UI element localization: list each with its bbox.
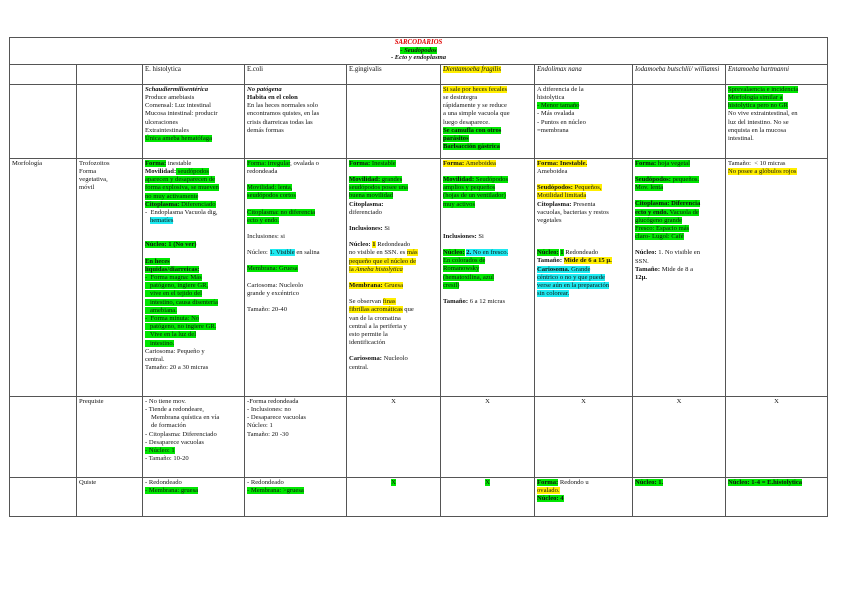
trofozoito-text: Seudópodos:: [537, 184, 573, 192]
subtitle-ecto-endoplasma: - Ecto y endoplasma: [390, 54, 447, 62]
sarcodarios-table: [9, 37, 828, 517]
trofozoito-text: Gruesa: [382, 282, 404, 290]
general-info-entamoeba-hartmanni: [726, 84, 828, 158]
trofozoito-text: identificación: [349, 339, 386, 347]
trofozoito-text: 1. No visible en: [656, 249, 701, 257]
trofozoito-text: intestino.: [145, 339, 175, 347]
general-info-e-gingivalis: [347, 84, 441, 158]
trofozoito-text: Ameboidea: [537, 167, 568, 175]
trofozoito-text: - Forma minuta: No: [145, 315, 200, 323]
trofozoito-text: ecto y endo.: [247, 216, 280, 224]
general-empty-2: [77, 84, 143, 158]
trofozoito-text: Núcleo:: [443, 249, 465, 256]
quiste-e-histolytica: [143, 477, 245, 516]
trofozoito-text: (hojas de un ventilador): [443, 192, 506, 200]
trofozoito-text: Tamaño:: [443, 298, 469, 306]
prequiste-line: - No tiene mov.: [145, 397, 186, 405]
trofozoito-text: Núcleo:: [247, 249, 270, 257]
general-info-dientamoeba-fragilis: [441, 84, 535, 158]
trofozoito-text: Inclusiones: si: [247, 233, 285, 240]
not-applicable-mark: X: [676, 397, 682, 405]
trofozoito-text: Tamaño: < 10 micras: [728, 159, 786, 167]
prequiste-dientamoeba-fragilis: [441, 396, 535, 477]
trofozoito-text: Ameba histolytica: [355, 265, 403, 273]
trofozoito-text: Redondeado: [375, 241, 411, 249]
trofozoito-text: Inclusiones:: [349, 225, 383, 232]
trofozoito-text: Cariosoma.: [537, 265, 570, 273]
trofozoito-text: No posee a glóbulos rojos: [728, 167, 797, 175]
trofozoito-text: Citoplasma:: [349, 200, 384, 208]
quiste-line: - Redondeado: [247, 478, 284, 486]
trofozoito-text: Citoplasma:: [145, 200, 180, 208]
title-row: [10, 38, 828, 65]
quiste-dientamoeba-fragilis: [441, 477, 535, 516]
trofozoito-text: 1. Visible: [269, 249, 295, 257]
trofozoito-text: finas: [382, 298, 396, 306]
not-applicable-mark: X: [391, 397, 396, 405]
trofozoito-text: Cariosoma: Nucleolo: [247, 281, 304, 289]
general-line: a una simple vacuola que: [443, 110, 510, 118]
trofozoito-text: 2.: [466, 249, 472, 256]
trofozoito-text: esto permite la: [349, 331, 388, 339]
trofozoito-text: buena movilidad: [349, 192, 394, 200]
trofozoito-text: Fresco: Espacio más: [635, 225, 690, 232]
quiste-line: Forma:: [537, 478, 559, 486]
prequiste-line: de formación: [151, 422, 186, 430]
trofozoito-text: Movilidad:: [349, 175, 381, 183]
trofozoito-text: hoja vegetal: [656, 159, 690, 167]
trofozoito-text: la: [349, 265, 356, 273]
trofozoito-text: muy activos: [443, 200, 476, 208]
species-header-e-histolytica: [143, 64, 245, 84]
trofozoito-text: amebiana.: [145, 306, 177, 314]
general-line: Schaudiermilisentérica: [145, 85, 209, 93]
general-line: demás formas: [247, 126, 284, 134]
general-line: No patógena: [247, 85, 282, 93]
general-line: rápidamente y se reduce: [443, 102, 507, 110]
trofozoito-text: Romanowsky: [443, 265, 480, 273]
trofozoito-text: intestino, causa disentería: [145, 298, 218, 306]
trofozoito-text: fibrillas acromáticas: [349, 306, 403, 314]
trofozoito-text: Presenta: [571, 200, 596, 208]
trofozoito-text: central.: [145, 356, 165, 364]
quiste-line: - Redondeado: [145, 478, 182, 486]
trofozoito-text: céntrico o no y que puede: [537, 273, 605, 281]
general-line: parásitos: [443, 135, 469, 142]
trofozoito-text: en salina: [294, 249, 320, 257]
row-label-morfologia: Morfología: [10, 158, 77, 396]
not-applicable-mark: X: [774, 397, 779, 405]
species-header-entamoeba-hartmanni: [726, 64, 828, 84]
prequiste-line: - Desaparece vacuolas: [145, 438, 204, 446]
trofozoito-text: Forma:: [349, 159, 371, 167]
quiste-line: - Membrana: >gruesa: [247, 486, 304, 494]
trofozoito-text: Grande: [569, 265, 591, 273]
quiste-line: Núcleo: 1-4 = E.histolytica: [728, 478, 803, 486]
header-empty-1: [10, 64, 77, 84]
general-line: Produce amebiasis: [145, 93, 195, 101]
trofozoito-text: aparecen y desaparecen de: [145, 176, 216, 184]
trofozoito-text: Forma:: [635, 159, 657, 167]
general-line: Se camufla con otros: [443, 126, 502, 134]
row-label-trofozoito: Trofozoitos Forma vegetativa, móvil: [77, 158, 143, 396]
trofozoito-text: Tamaño: 20-40: [247, 306, 288, 314]
general-line: luego desaparece.: [443, 118, 490, 126]
trofozoito-text: amplios y pequeños: [443, 184, 496, 192]
trofozoito-e-gingivalis: [347, 158, 441, 396]
trofozoito-text: no muy activamente: [145, 192, 199, 200]
trofozoito-text: inestable: [166, 159, 192, 167]
species-header-row: [10, 64, 828, 84]
general-line: =membrana: [537, 126, 569, 134]
trofozoito-text: - Endoplasma Vacuola dig,: [145, 209, 218, 216]
general-info-row: [10, 84, 828, 158]
prequiste-line: - Inclusiones: no: [247, 405, 291, 413]
prequiste-entamoeba-hartmanni: [726, 396, 828, 477]
trofozoito-text: sin colorear.: [537, 290, 570, 298]
trofozoito-text: Redondeado: [563, 249, 599, 257]
trofozoito-text: hematíes: [149, 217, 174, 225]
trofozoito-text: Mov. lenta: [635, 184, 664, 192]
not-applicable-mark: X: [485, 397, 490, 405]
species-name: E. histolytica: [145, 65, 181, 73]
trofozoito-text: patógeno, no ingiere GR.: [145, 323, 217, 331]
quiste-row: [10, 477, 828, 516]
general-line: A diferencia de la: [537, 85, 584, 93]
trofozoito-text: - Forma magna: Más: [145, 274, 202, 282]
prequiste-endolimax-nana: [535, 396, 633, 477]
trofozoito-text: Inclusiones:: [443, 232, 477, 240]
general-line: Comensal: Luz intestinal: [145, 102, 211, 110]
not-applicable-mark: X: [391, 478, 396, 486]
general-info-endolimax-nana: [535, 84, 633, 158]
trofozoito-e-coli: [245, 158, 347, 396]
general-line: Morfología similar a: [728, 93, 783, 101]
prequiste-line: - Núcleo: 1: [145, 447, 175, 454]
species-name: Endolimax nana: [537, 65, 582, 73]
prequiste-line: - Citoplasma: Diferenciado: [145, 430, 217, 438]
trofozoito-text: lenta,: [276, 184, 293, 192]
trofozoito-text: , ovalada o: [290, 159, 319, 167]
trofozoito-text: no visible en SSN. es: [349, 249, 407, 257]
general-line: luz del intestino. No se: [728, 118, 789, 126]
trofozoito-text: Seudópodos:: [635, 175, 671, 183]
not-applicable-mark: X: [485, 478, 490, 486]
trofozoito-text: (hematoxilina, azul: [443, 273, 494, 281]
species-header-endolimax-nana: [535, 64, 633, 84]
trofozoito-text: central.: [349, 363, 369, 371]
trofozoito-endolimax-nana: [535, 158, 633, 396]
table-title: SARCODARIOS: [394, 39, 443, 46]
quiste-endolimax-nana: [535, 477, 633, 516]
quiste-line: ovalado.: [537, 486, 560, 494]
trofozoito-text: Membrana:: [349, 282, 383, 290]
trofozoito-text: Núcleo: 1 (No ver): [145, 241, 197, 249]
species-name: Iodamoeba butschlii/ williamsi: [635, 65, 720, 73]
trofozoito-text: 1: [372, 241, 376, 249]
row-label-prequiste: Prequiste: [77, 396, 143, 477]
general-line: - Menor tamaño: [537, 102, 580, 110]
trofozoito-text: que: [402, 306, 414, 314]
trofozoito-text: grandes: [380, 175, 403, 183]
prequiste-line: -Forma redondeada: [247, 397, 299, 405]
species-name: Dientamoeba fragilis: [443, 65, 501, 73]
prequiste-e-gingivalis: [347, 396, 441, 477]
trofozoito-text: Cariosoma: Pequeño y: [145, 347, 205, 355]
prequiste-iodamoeba-butschlii-williamsi: [633, 396, 726, 477]
trofozoito-text: patógeno, ingiere GR,: [145, 282, 209, 290]
general-line: enquista en la mucosa: [728, 126, 787, 134]
trofozoito-text: Ameboidea: [464, 159, 496, 167]
prequiste-row: [10, 396, 828, 477]
general-line: Barlsacción gástrica: [443, 143, 500, 151]
trofozoito-text: glucógeno grande: [635, 216, 683, 224]
trofozoito-text: central a la periferia y: [349, 322, 407, 330]
subtitle-seudopodos: - Seudópodos: [400, 46, 437, 54]
not-applicable-mark: X: [581, 397, 586, 405]
quiste-line: Núcleo: 4: [537, 495, 564, 503]
trofozoito-text: Núcleo:: [635, 249, 657, 257]
trofozoito-text: 12µ.: [635, 274, 648, 282]
prequiste-e-coli: [245, 396, 347, 477]
prequiste-line: - Desaparece vacuolas: [247, 414, 306, 422]
sarcodarios-table-sheet: [9, 37, 827, 514]
trofozoito-text: seudópodos cortos: [247, 192, 296, 200]
trofozoito-text: Nucleolo: [381, 355, 408, 363]
general-empty-1: [10, 84, 77, 158]
trofozoito-text: 6 a 12 micras: [468, 298, 506, 306]
quiste-line: - Membrana: gruesa: [145, 486, 199, 494]
quiste-entamoeba-hartmanni: [726, 477, 828, 516]
general-line: Única ameba hematófaga: [145, 135, 212, 142]
trofozoito-dientamoeba-fragilis: [441, 158, 535, 396]
row-label-quiste: Quiste: [77, 477, 143, 516]
trofozoito-text: Vive en la luz del: [145, 331, 197, 339]
trofozoito-text: irregular: [266, 159, 291, 167]
trofozoito-text: Si: [382, 225, 390, 232]
prequiste-line: - Tamaño: 10-20: [145, 455, 189, 463]
trofozoito-text: Citoplasma:: [537, 200, 572, 208]
trofozoito-text: Mide de 8 a: [660, 265, 694, 273]
trofozoito-text: verse aún en la preparación: [537, 282, 610, 290]
prequiste-empty: [10, 396, 77, 477]
species-name: E.coli: [247, 65, 264, 73]
trofozoito-text: Forma:: [247, 159, 267, 167]
trofozoito-text: En heces: [145, 257, 170, 265]
trofozoito-text: Tamaño: 20 a 30 micras: [145, 364, 209, 372]
general-line: se desintegra: [443, 93, 478, 101]
general-line: Mucosa intestinal: producir: [145, 110, 218, 118]
trofozoito-text: Forma:: [145, 159, 167, 167]
general-line: histolytica: [537, 93, 565, 101]
trofozoito-text: grande y excéntrico: [247, 289, 299, 297]
trofozoito-text: Vacuola de: [668, 208, 699, 216]
quiste-empty: [10, 477, 77, 516]
trofozoito-text: vegetales: [537, 217, 562, 224]
trofozoito-text: forma explosiva, se mueven: [145, 184, 219, 192]
trofozoito-text: Movilidad:: [443, 175, 475, 183]
prequiste-e-histolytica: [143, 396, 245, 477]
trofozoito-text: seudópodos posee una: [349, 184, 408, 192]
title-cell: [10, 38, 828, 65]
trofozoito-text: Núcleo:: [537, 249, 559, 257]
trofozoito-text: SSN.: [635, 257, 649, 265]
trofozoito-text: claro- Lugol: Café: [635, 233, 684, 241]
trofozoito-text: pequeño que el núcleo de: [349, 257, 417, 265]
general-line: Habita en el colon: [247, 93, 298, 101]
trofozoito-text: vive en el tejido del: [145, 290, 202, 298]
trofozoito-text: Citoplasma: Diferencia: [635, 200, 701, 208]
quiste-line: Núcleo: 1.: [635, 478, 664, 486]
trofozoito-entamoeba-hartmanni: [726, 158, 828, 396]
quiste-e-coli: [245, 477, 347, 516]
trofozoito-text: Si: [476, 232, 484, 240]
general-line: - Puntos en núcleo: [537, 118, 586, 126]
general-line: Si sale por heces fecales: [443, 85, 508, 93]
trofozoito-text: Motilidad limitada: [537, 192, 587, 200]
trofozoito-text: Membrana: Gruesa: [247, 265, 298, 273]
trofozoito-text: líquidas/diarreicas:: [145, 265, 200, 273]
header-empty-2: [77, 64, 143, 84]
general-line: - Más ovalada: [537, 110, 575, 118]
general-info-e-histolytica: [143, 84, 245, 158]
prequiste-line: Núcleo: 1: [247, 422, 273, 430]
general-line: No vive extraintestinal, en: [728, 110, 798, 118]
quiste-e-gingivalis: [347, 477, 441, 516]
species-header-iodamoeba-butschlii-williamsi: [633, 64, 726, 84]
general-line: histolytica pero no GR: [728, 102, 788, 110]
trofozoito-text: Se observan: [349, 298, 383, 306]
quiste-line-suffix: Redondo u: [558, 478, 589, 486]
trofozoito-text: van de la cromatina: [349, 314, 401, 322]
trofozoito-text: ecto y endo.: [635, 208, 669, 216]
general-line: encontramos quistes, en las: [247, 110, 320, 118]
trofozoito-text: diferenciado: [349, 208, 382, 216]
prequiste-line: Membrana quística en vía: [151, 414, 220, 422]
trofozoito-text: Movilidad:: [247, 184, 277, 192]
trofozoito-text: En colorados de: [443, 257, 486, 265]
trofozoito-text: Forma:: [443, 159, 465, 167]
trofozoito-iodamoeba-butschlii-williamsi: [633, 158, 726, 396]
trofozoito-text: Seudópodos: [474, 175, 509, 183]
general-info-e-coli: [245, 84, 347, 158]
trofozoito-text: Movilidad:: [145, 167, 177, 175]
prequiste-line: Tamaño: 20 -30: [247, 430, 289, 438]
general-line: crisis diarreicas todas las: [247, 118, 313, 126]
trofozoito-text: Tamaño:: [537, 257, 563, 265]
trofozoito-text: pequeños.: [670, 175, 700, 183]
trofozoito-text: No en fresco.: [471, 249, 509, 256]
trofozoito-text: Mide de 6 a 15 µ.: [563, 257, 612, 265]
trofozoito-text: Diferenciado: [179, 200, 216, 208]
general-line: Extraintestinales: [145, 126, 189, 134]
trofozoito-text: 1: [560, 249, 564, 257]
trofozoito-text: Tamaño:: [635, 265, 661, 273]
general-line: ulceraciones: [145, 118, 178, 126]
species-name: E.gingivalis: [349, 65, 382, 73]
trofozoito-text: Pequeños,: [572, 184, 602, 192]
trofozoito-text: seudópodos: [176, 167, 209, 175]
trofozoito-text: vacuolas, bacterias y restos: [537, 208, 609, 216]
prequiste-line: - Tiende a redondeare,: [145, 405, 204, 413]
species-name: Entamoeba hartmanni: [728, 65, 789, 73]
trofozoito-text: cresil): [443, 281, 460, 289]
trofozoito-text: Cariosoma:: [349, 355, 382, 363]
trofozoito-e-histolytica: [143, 158, 245, 396]
trofozoito-text: Inestable: [370, 159, 396, 167]
general-info-iodamoeba-butschlii-williamsi: [633, 84, 726, 158]
trofozoito-text: Forma: Inestable.: [537, 159, 588, 167]
trofozoito-text: más: [406, 249, 418, 257]
trofozoito-text: Citoplasma: no diferencia: [247, 208, 316, 216]
species-header-dientamoeba-fragilis: [441, 64, 535, 84]
species-header-e-gingivalis: [347, 64, 441, 84]
general-line: Sprevalaencia e incidencia: [728, 85, 799, 93]
trofozoito-text: Núcleo:: [349, 241, 371, 249]
trofozoito-text: redondeada: [247, 167, 278, 175]
general-line: En las heces normales solo: [247, 102, 319, 110]
general-line: intestinal.: [728, 135, 754, 142]
species-header-e-coli: [245, 64, 347, 84]
quiste-iodamoeba-butschlii-williamsi: [633, 477, 726, 516]
trofozoito-row: [10, 158, 828, 396]
